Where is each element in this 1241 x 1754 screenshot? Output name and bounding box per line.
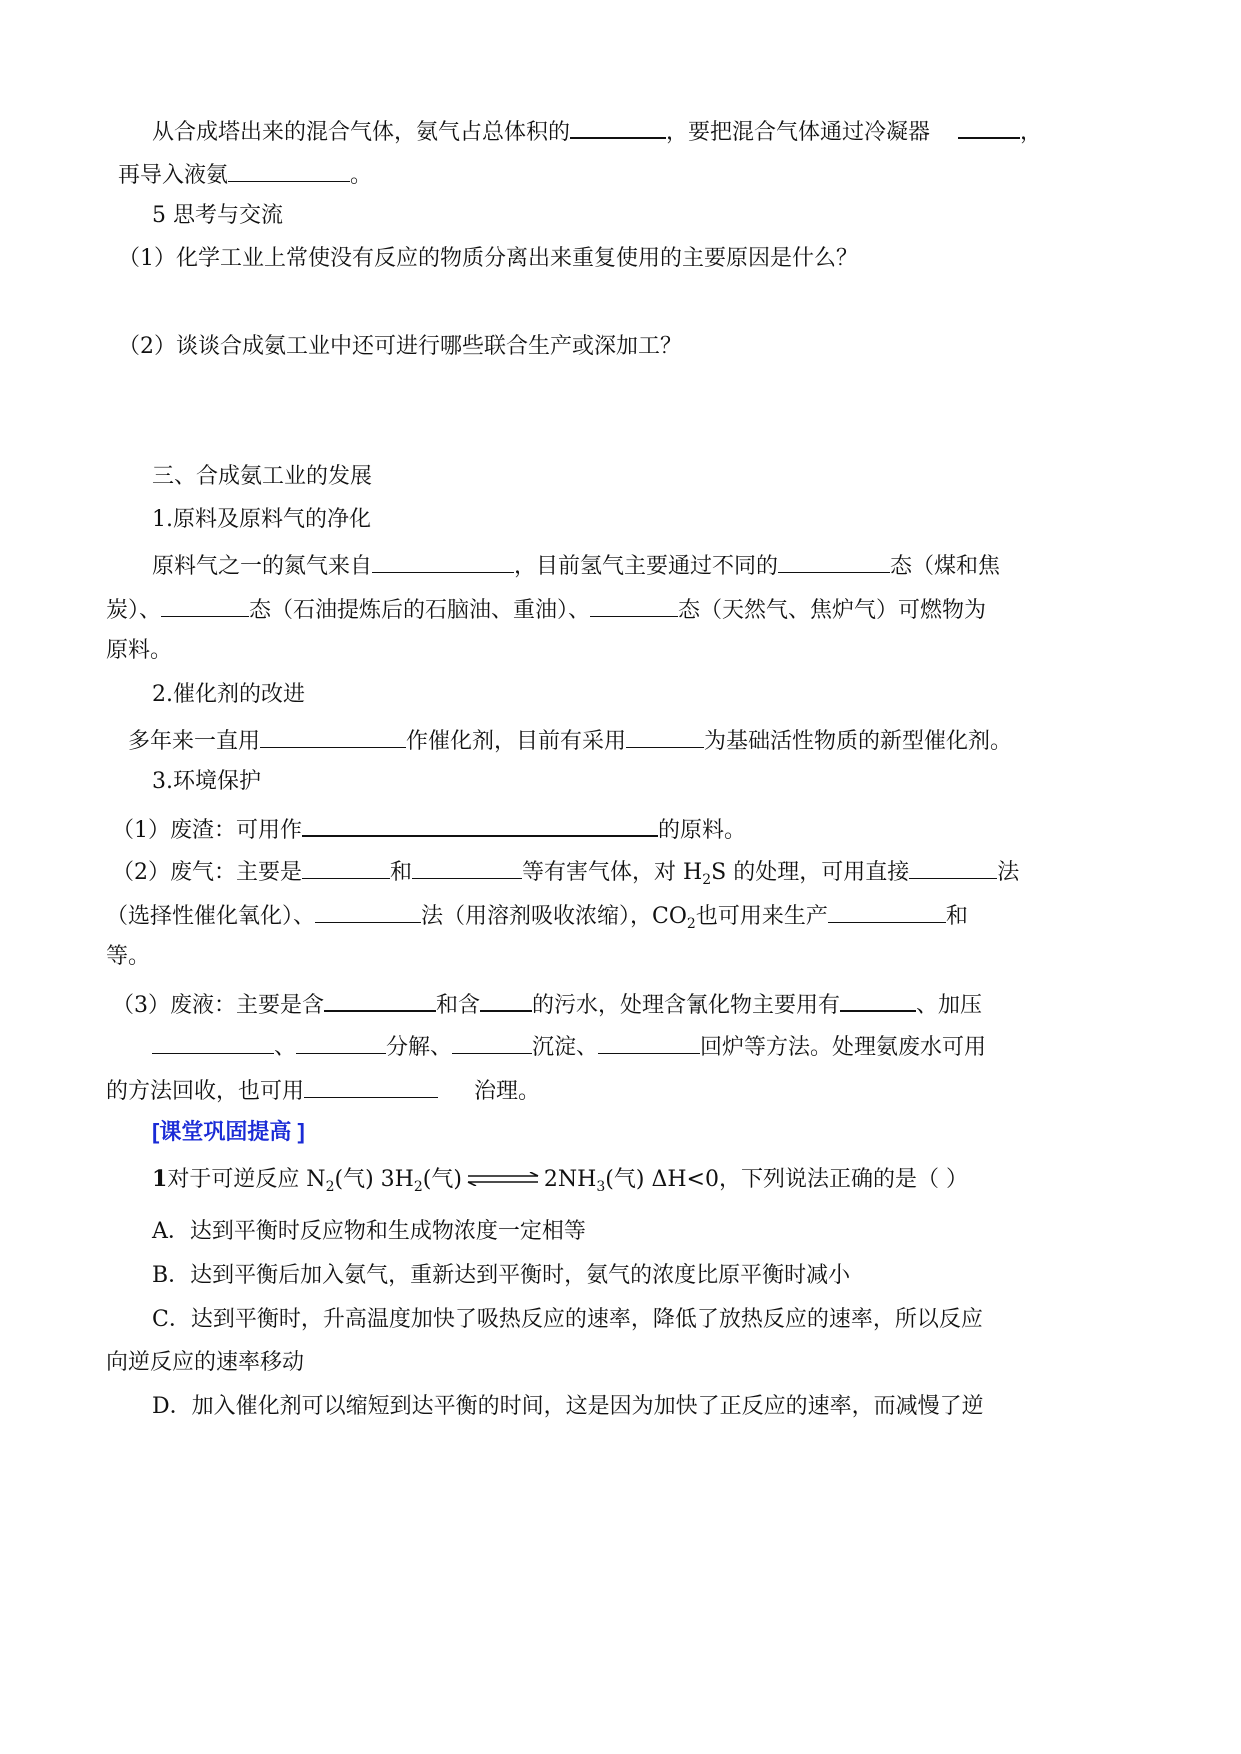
- text: （1）废渣：可用作: [112, 818, 302, 843]
- text: ，要把混合气体通过冷凝器: [666, 120, 931, 145]
- section-heading: [课堂巩固提高 ]: [152, 1119, 305, 1144]
- text: 多年来一直用: [128, 729, 261, 754]
- subscript: 3: [596, 1179, 606, 1195]
- text: ，目前氢气主要通过不同的: [514, 554, 779, 579]
- text-line: [112, 990, 982, 1017]
- option-b: B．达到平衡后加入氨气，重新达到平衡时，氨气的浓度比原平衡时减小: [152, 1263, 851, 1288]
- text: 也可用来生产: [695, 904, 828, 929]
- text: 原料气之一的氮气来自: [152, 554, 373, 579]
- text: 、: [274, 1035, 297, 1060]
- text-line: [106, 596, 986, 622]
- text: 对于可逆反应 N: [167, 1167, 326, 1192]
- fill-blank[interactable]: [452, 1033, 532, 1054]
- fill-blank[interactable]: [304, 1077, 438, 1098]
- text-line: [118, 161, 372, 187]
- option-d: D．加入催化剂可以缩短到达平衡的时间，这是因为加快了正反应的速率，而减慢了逆: [152, 1394, 984, 1419]
- fill-blank[interactable]: [228, 161, 350, 182]
- text: 回炉等方法。处理氨废水可用: [700, 1035, 987, 1060]
- section-heading: 三、合成氨工业的发展: [152, 464, 373, 489]
- text-line: 原料。: [106, 638, 173, 663]
- subscript: 2: [325, 1179, 335, 1195]
- text: 分解、: [386, 1035, 453, 1060]
- text: 为基础活性物质的新型催化剂。: [704, 729, 1013, 754]
- text: 等有害气体，对 H: [522, 860, 703, 885]
- subscript: 2: [702, 872, 712, 888]
- text: 态（天然气、焦炉气）可燃物为: [678, 598, 987, 623]
- text: 再导入液氨: [118, 163, 229, 188]
- text: 的原料。: [658, 818, 747, 843]
- fill-blank[interactable]: [152, 1033, 274, 1054]
- fill-blank[interactable]: [372, 552, 514, 573]
- text: 法（用溶剂吸收浓缩），CO: [421, 904, 687, 929]
- fill-blank[interactable]: [598, 1033, 700, 1054]
- fill-blank[interactable]: [590, 596, 678, 617]
- subscript: 2: [413, 1179, 423, 1195]
- fill-blank[interactable]: [840, 990, 916, 1012]
- text-line: [112, 815, 746, 842]
- text: 作催化剂，目前有采用: [406, 729, 627, 754]
- text: 从合成塔出来的混合气体，氨气占总体积的: [152, 120, 571, 145]
- option-c: C．达到平衡时，升高温度加快了吸热反应的速率，降低了放热反应的速率，所以反应: [152, 1307, 983, 1332]
- fill-blank[interactable]: [570, 117, 666, 139]
- text: 态（石油提炼后的石脑油、重油）、: [249, 598, 591, 623]
- text: (气) ΔH<0，下列说法正确的是（ ）: [605, 1167, 968, 1192]
- fill-blank[interactable]: [161, 596, 249, 617]
- text: 和: [945, 904, 968, 929]
- text: （选择性催化氧化）、: [106, 904, 316, 929]
- subsection-heading: 3.环境保护: [152, 769, 261, 794]
- fill-blank[interactable]: [480, 990, 532, 1012]
- subscript: 2: [686, 916, 696, 932]
- text: 、加压: [916, 993, 983, 1018]
- text: S 的处理，可用直接: [711, 860, 910, 885]
- equilibrium-arrow-icon: [466, 1169, 540, 1191]
- text: 和: [390, 860, 413, 885]
- text: ，: [1020, 120, 1043, 145]
- text: (气) 3H: [334, 1167, 414, 1192]
- fill-blank[interactable]: [909, 858, 997, 879]
- text-line: [152, 117, 1042, 144]
- text: 2NH: [543, 1167, 597, 1192]
- text: 和含: [436, 993, 481, 1018]
- option-c-continued: 向逆反应的速率移动: [106, 1350, 305, 1375]
- fill-blank[interactable]: [828, 902, 946, 923]
- text: 的污水，处理含氰化物主要用有: [532, 993, 841, 1018]
- fill-blank[interactable]: [302, 858, 390, 879]
- subsection-heading: 2.催化剂的改进: [152, 682, 305, 707]
- text-line: [106, 902, 968, 932]
- text-line: [152, 552, 1000, 578]
- question: （1）化学工业上常使没有反应的物质分离出来重复使用的主要原因是什么？: [118, 246, 858, 271]
- fill-blank[interactable]: [302, 815, 658, 837]
- text-line: [128, 727, 1012, 753]
- text-line: 等。: [106, 944, 151, 969]
- fill-blank[interactable]: [324, 990, 436, 1012]
- question: [152, 1166, 968, 1195]
- fill-blank[interactable]: [412, 858, 522, 879]
- fill-blank[interactable]: [778, 552, 890, 573]
- text-line: [112, 858, 1020, 888]
- subsection-heading: 1.原料及原料气的净化: [152, 507, 371, 532]
- text: （2）废气：主要是: [112, 860, 302, 885]
- question-number: 1: [152, 1166, 168, 1192]
- question: （2）谈谈合成氨工业中还可进行哪些联合生产或深加工？: [118, 334, 682, 359]
- text-line: [152, 1033, 986, 1059]
- text: 。: [350, 163, 373, 188]
- fill-blank[interactable]: [315, 902, 421, 923]
- text: 炭）、: [106, 598, 162, 623]
- section-heading: 5 思考与交流: [152, 203, 283, 228]
- fill-blank[interactable]: [296, 1033, 386, 1054]
- text: （3）废液：主要是含: [112, 993, 324, 1018]
- text: 沉淀、: [532, 1035, 599, 1060]
- text: 治理。: [474, 1079, 541, 1104]
- text: 的方法回收，也可用: [106, 1079, 305, 1104]
- text: (气): [422, 1167, 462, 1192]
- text: 态（煤和焦: [890, 554, 1001, 579]
- option-a: A．达到平衡时反应物和生成物浓度一定相等: [152, 1219, 586, 1244]
- fill-blank[interactable]: [958, 117, 1020, 139]
- text-line: [106, 1077, 540, 1103]
- fill-blank[interactable]: [260, 727, 406, 748]
- fill-blank[interactable]: [626, 727, 704, 748]
- text: 法: [997, 860, 1020, 885]
